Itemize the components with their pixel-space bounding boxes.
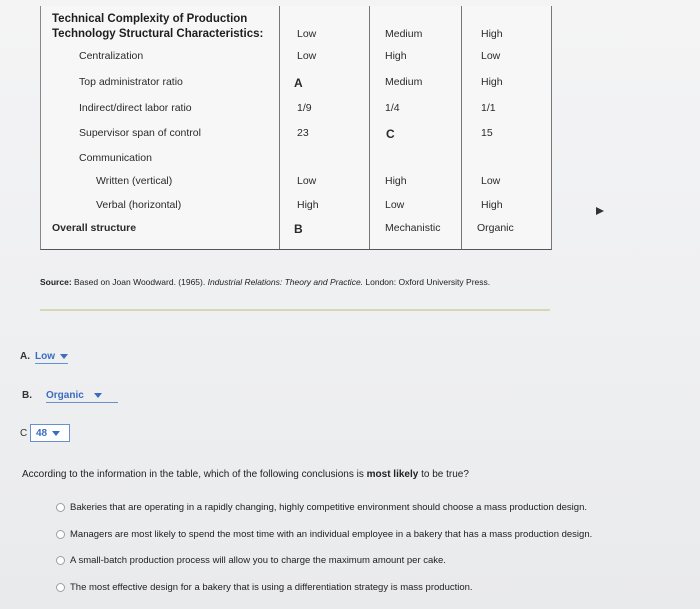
header-title-line2: Technology Structural Characteristics:	[52, 28, 264, 40]
question-text	[22, 469, 469, 480]
row-cell-high: High	[481, 199, 503, 211]
answer-option[interactable]	[56, 529, 592, 540]
row-cell-medium: High	[385, 50, 407, 62]
column-divider	[279, 6, 280, 249]
row-cell-high: 15	[481, 127, 493, 139]
header-col-high: High	[481, 28, 503, 40]
answer-b-value: Organic	[46, 390, 84, 401]
answer-option[interactable]	[56, 502, 587, 513]
answer-a-dropdown[interactable]	[35, 351, 68, 364]
question-text-part: According to the information in the table, which of the following conclusions is	[22, 469, 367, 480]
row-label: Top administrator ratio	[79, 76, 183, 88]
answer-b-dropdown[interactable]	[46, 390, 118, 403]
production-technology-table	[40, 6, 552, 250]
answer-c-dropdown[interactable]	[30, 424, 70, 442]
row-cell-low: High	[297, 199, 319, 211]
answer-b-label: B.	[22, 390, 32, 401]
row-label: Overall structure	[52, 222, 137, 234]
row-cell-low: 23	[297, 127, 309, 139]
row-cell-low: Low	[297, 175, 317, 187]
question-text-emphasis: most likely	[366, 469, 419, 480]
divider-line	[40, 309, 550, 311]
answer-option[interactable]	[56, 555, 446, 566]
radio-button[interactable]	[56, 503, 65, 512]
answer-option[interactable]	[56, 582, 473, 593]
chevron-down-icon	[52, 431, 60, 436]
header-col-low: Low	[297, 28, 317, 40]
row-cell-medium: C	[386, 127, 395, 141]
question-text-part: to be true?	[418, 469, 469, 480]
row-cell-medium: 1/4	[385, 102, 400, 114]
column-divider	[369, 6, 370, 249]
row-cell-low: B	[294, 222, 303, 236]
option-label: Bakeries that are operating in a rapidly changing, highly competitive environment should choose a mass production design.	[70, 502, 587, 513]
row-cell-low: 1/9	[297, 102, 312, 114]
radio-button[interactable]	[56, 583, 65, 592]
row-label: Indirect/direct labor ratio	[79, 102, 192, 114]
row-cell-low: Low	[297, 50, 317, 62]
row-cell-medium: Low	[385, 199, 405, 211]
row-cell-high: High	[481, 76, 503, 88]
answer-a-label: A.	[20, 351, 30, 362]
answer-c-value: 48	[36, 428, 48, 439]
row-label: Communication	[79, 152, 152, 164]
source-label: Source:	[40, 277, 72, 287]
row-label: Centralization	[79, 50, 144, 62]
header-col-medium: Medium	[385, 28, 423, 40]
chevron-down-icon	[94, 393, 102, 398]
radio-button[interactable]	[56, 530, 65, 539]
mouse-cursor-icon	[596, 207, 604, 215]
row-cell-medium: Medium	[385, 76, 423, 88]
row-cell-high: Low	[481, 50, 501, 62]
source-text: Based on Joan Woodward. (1965).	[71, 277, 208, 287]
row-cell-medium: High	[385, 175, 407, 187]
row-label: Supervisor span of control	[79, 127, 201, 139]
option-label: The most effective design for a bakery that is using a differentiation strategy is mass production.	[70, 582, 473, 593]
row-label: Verbal (horizontal)	[96, 199, 182, 211]
source-title: Industrial Relations: Theory and Practice.	[207, 277, 364, 287]
row-cell-medium: Mechanistic	[385, 222, 441, 234]
row-cell-low: A	[294, 76, 303, 90]
option-label: A small-batch production process will allow you to charge the maximum amount per cake.	[70, 555, 446, 566]
row-cell-high: 1/1	[481, 102, 496, 114]
answer-a-value: Low	[35, 351, 55, 362]
radio-button[interactable]	[56, 556, 65, 565]
row-label: Written (vertical)	[96, 175, 173, 187]
column-divider	[461, 6, 462, 249]
header-title-line1: Technical Complexity of Production	[52, 13, 248, 25]
chevron-down-icon	[60, 354, 68, 359]
row-cell-high: Organic	[477, 222, 514, 234]
source-citation	[40, 277, 490, 287]
option-label: Managers are most likely to spend the most time with an individual employee in a bakery that has a mass production design.	[70, 529, 593, 540]
source-publisher: London: Oxford University Press.	[363, 277, 491, 287]
answer-c-label: C	[20, 428, 28, 439]
row-cell-high: Low	[481, 175, 501, 187]
